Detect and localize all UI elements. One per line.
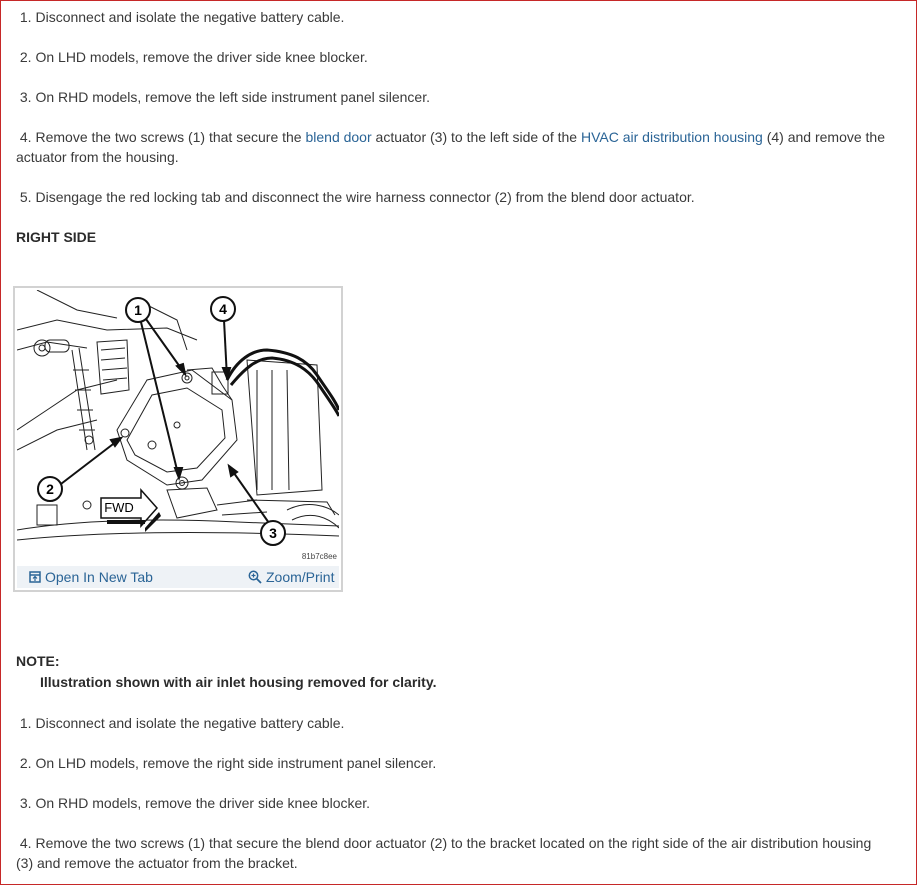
- callout-1: [126, 298, 150, 322]
- callout-4: [211, 297, 235, 321]
- svg-text:2: 2: [46, 481, 54, 497]
- note-label: NOTE:: [16, 653, 60, 669]
- svg-text:3: 3: [269, 525, 277, 541]
- note-text: Illustration shown with air inlet housing removed for clarity.: [40, 674, 437, 690]
- step-left-4: 4. Remove the two screws (1) that secure the blend door actuator (3) to the left side of the HVAC air distribution housing (4) and remove the actuator from the housing.: [16, 129, 885, 165]
- step-right-3: 3. On RHD models, remove the driver side knee blocker.: [19, 795, 371, 811]
- fwd-arrow: [101, 490, 161, 532]
- open-new-tab-button[interactable]: Open In New Tab: [29, 568, 153, 586]
- svg-text:1: 1: [134, 302, 142, 318]
- step-left-3: 3. On RHD models, remove the left side instrument panel silencer.: [19, 89, 430, 105]
- zoom-print-button[interactable]: Zoom/Print: [248, 568, 334, 586]
- section-heading: RIGHT SIDE: [16, 229, 97, 245]
- callout-2: [38, 477, 62, 501]
- blend-door-link[interactable]: blend door: [305, 129, 372, 145]
- hvac-housing-link[interactable]: HVAC air distribution housing: [580, 129, 763, 145]
- step-left-1: 1. Disconnect and isolate the negative battery cable.: [19, 9, 345, 25]
- step-left-2: 2. On LHD models, remove the driver side knee blocker.: [19, 49, 368, 65]
- illustration-figure: [13, 286, 343, 592]
- step-left-5: 5. Disengage the red locking tab and disconnect the wire harness connector (2) from the blend door actuator.: [19, 189, 695, 205]
- callout-3: [261, 521, 285, 545]
- blend-door-actuator-illustration[interactable]: [17, 290, 339, 566]
- step-right-4: 4. Remove the two screws (1) that secure the blend door actuator (2) to the bracket located on the right side of the air distribution housing (3) and remove the actuator from the bracket.: [16, 835, 872, 871]
- step-right-1: 1. Disconnect and isolate the negative battery cable.: [19, 715, 345, 731]
- step-right-2: 2. On LHD models, remove the right side instrument panel silencer.: [19, 755, 437, 771]
- image-code: 81b7c8ee: [301, 552, 337, 561]
- open-new-tab-icon: [29, 571, 41, 583]
- svg-text:4: 4: [219, 301, 227, 317]
- zoom-icon: [248, 570, 262, 584]
- svg-text:FWD: FWD: [104, 500, 134, 515]
- figure-toolbar: [17, 566, 339, 588]
